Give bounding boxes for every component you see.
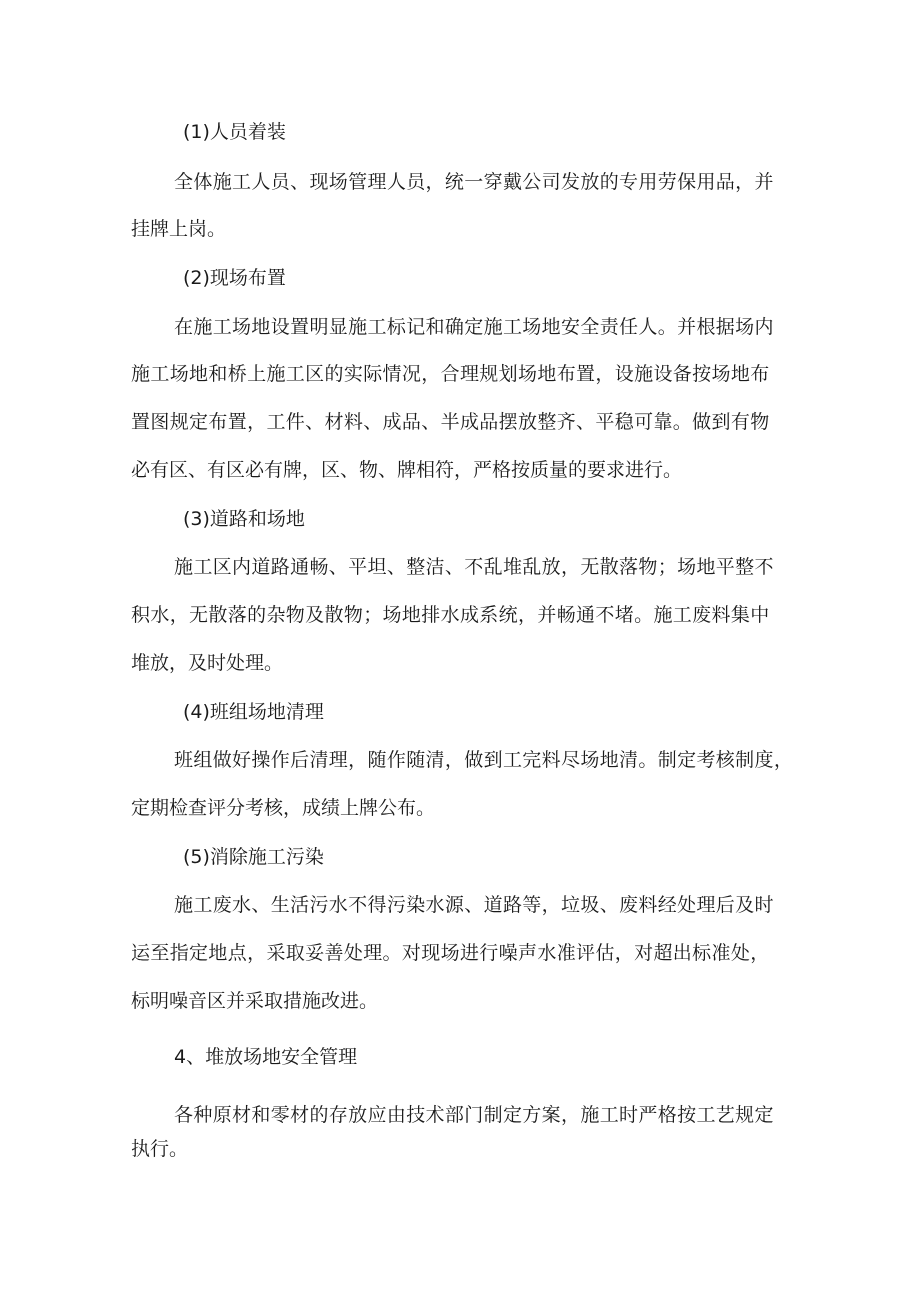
paragraph-line: 置图规定布置，工件、材料、成品、半成品摆放整齐、平稳可靠。做到有物 (131, 411, 770, 433)
section-heading: 4、堆放场地安全管理 (174, 1046, 358, 1068)
section-heading: (4)班组场地清理 (183, 701, 324, 723)
paragraph-line: 班组做好操作后清理，随作随清，做到工完料尽场地清。制定考核制度， (174, 749, 794, 771)
paragraph-line: 堆放，及时处理。 (131, 652, 284, 674)
section-heading: (2)现场布置 (183, 267, 286, 289)
paragraph-line: 挂牌上岗。 (131, 218, 227, 240)
section-heading: (1)人员着装 (183, 121, 286, 143)
paragraph-line: 执行。 (131, 1138, 189, 1160)
paragraph-line: 施工场地和桥上施工区的实际情况，合理规划场地布置，设施设备按场地布 (131, 363, 770, 385)
section-heading: (3)道路和场地 (183, 508, 305, 530)
paragraph-line: 全体施工人员、现场管理人员，统一穿戴公司发放的专用劳保用品，并 (174, 171, 774, 193)
paragraph-line: 施工废水、生活污水不得污染水源、道路等，垃圾、废料经处理后及时 (174, 894, 774, 916)
paragraph-line: 标明噪音区并采取措施改进。 (131, 990, 379, 1012)
paragraph-line: 必有区、有区必有牌，区、物、牌相符，严格按质量的要求进行。 (131, 459, 683, 481)
section-heading: (5)消除施工污染 (183, 846, 324, 868)
paragraph-line: 定期检查评分考核，成绩上牌公布。 (131, 797, 436, 819)
paragraph-line: 运至指定地点，采取妥善处理。对现场进行噪声水准评估，对超出标准处， (131, 942, 770, 964)
paragraph-line: 各种原材和零材的存放应由技术部门制定方案，施工时严格按工艺规定 (174, 1104, 774, 1126)
paragraph-line: 在施工场地设置明显施工标记和确定施工场地安全责任人。并根据场内 (174, 316, 774, 338)
paragraph-line: 积水，无散落的杂物及散物；场地排水成系统，并畅通不堵。施工废料集中 (131, 604, 770, 626)
paragraph-line: 施工区内道路通畅、平坦、整洁、不乱堆乱放，无散落物；场地平整不 (174, 556, 774, 578)
